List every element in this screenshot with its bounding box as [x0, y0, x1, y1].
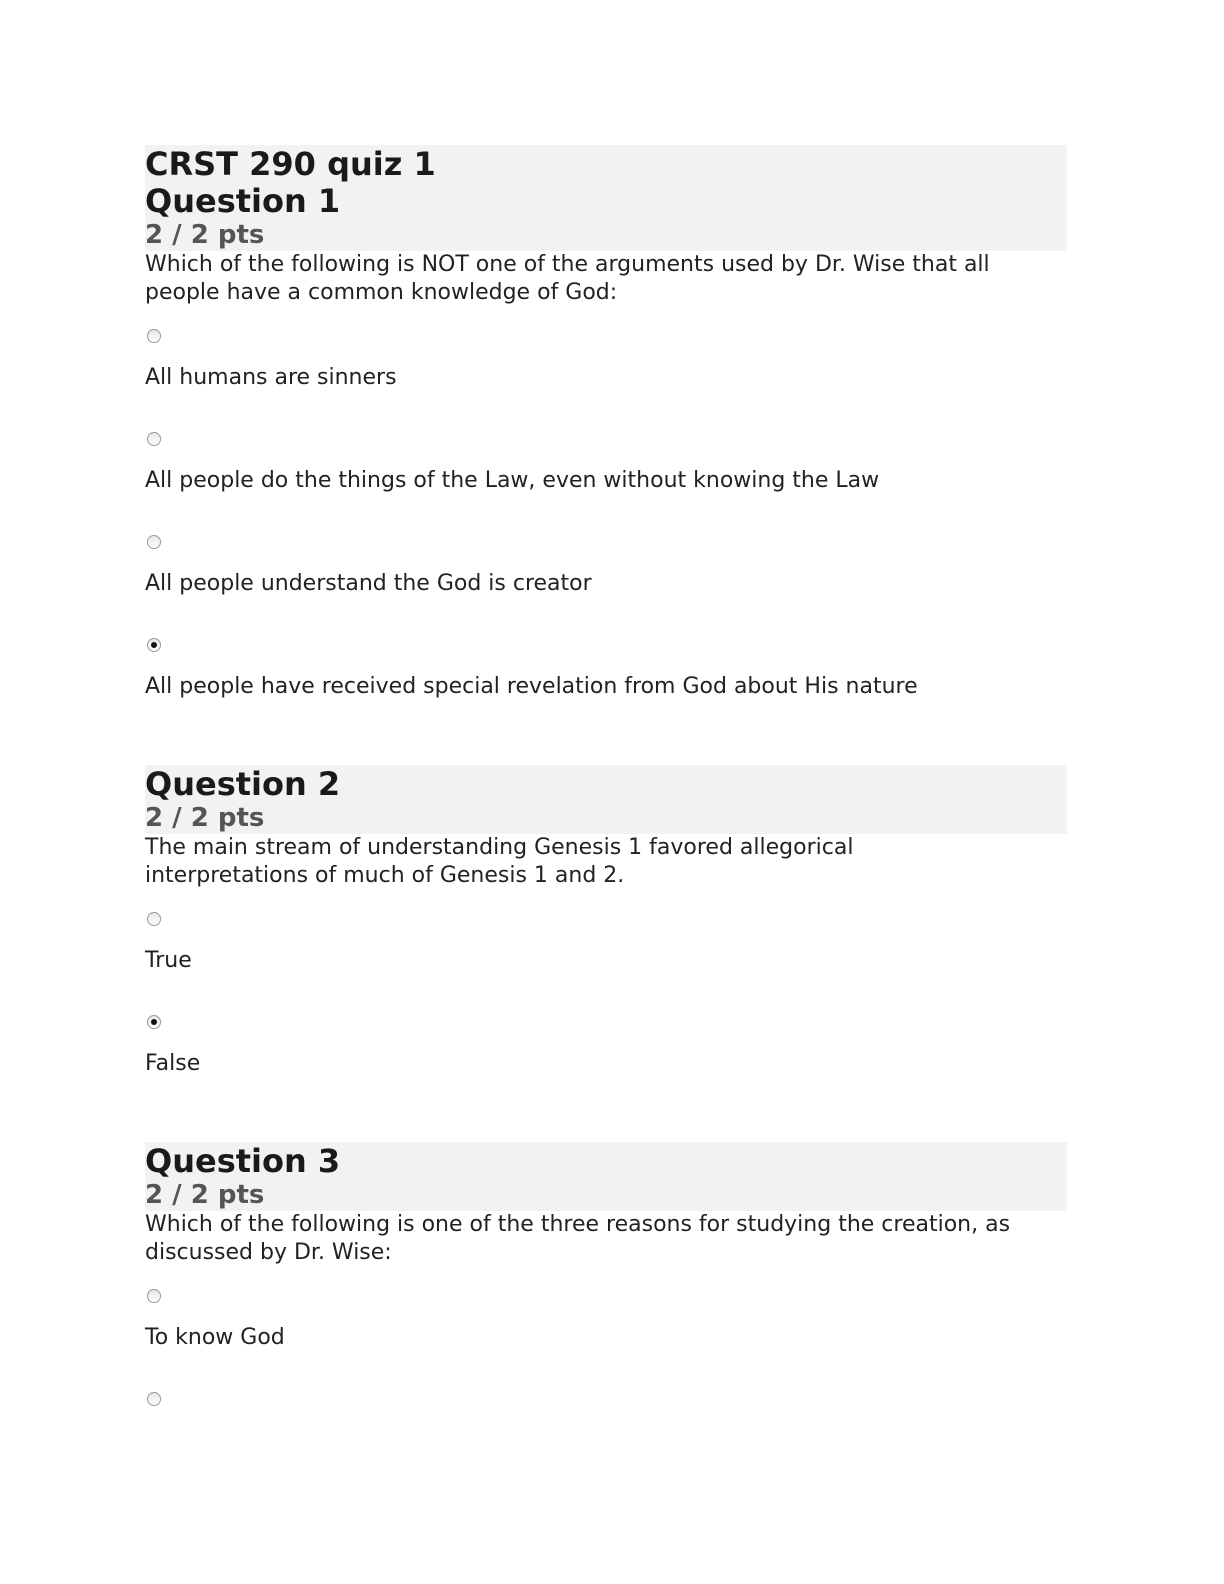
answer-option[interactable] [145, 426, 1067, 529]
question-2-header [145, 765, 1067, 834]
quiz-title: CRST 290 quiz 1 [145, 145, 436, 183]
answer-option[interactable] [145, 632, 1067, 735]
question-1-answers [145, 323, 1067, 735]
question-2 [145, 765, 1067, 1112]
answer-option[interactable] [145, 906, 1067, 1009]
question-1 [145, 145, 1067, 735]
radio-button[interactable] [147, 432, 161, 446]
question-2-title: Question 2 [145, 765, 341, 803]
answer-label: All people understand the God is creator [145, 571, 592, 596]
radio-button-selected[interactable] [147, 638, 161, 652]
answer-label: To know God [145, 1325, 285, 1350]
question-3 [145, 1142, 1067, 1489]
answer-option[interactable] [145, 1283, 1067, 1386]
question-1-text: Which of the following is NOT one of the arguments used by Dr. Wise that all people have a common knowledge of God: [145, 252, 990, 305]
question-3-text: Which of the following is one of the three reasons for studying the creation, as discussed by Dr. Wise: [145, 1212, 1011, 1265]
radio-button[interactable] [147, 1392, 161, 1406]
answer-option[interactable] [145, 323, 1067, 426]
question-1-title: Question 1 [145, 182, 341, 220]
radio-button[interactable] [147, 329, 161, 343]
answer-label: True [145, 948, 192, 973]
quiz-content [145, 145, 1067, 1350]
radio-button[interactable] [147, 535, 161, 549]
answer-label: False [145, 1051, 201, 1076]
question-2-text: The main stream of understanding Genesis 1 favored allegorical interpretations of much of Genesis 1 and 2. [145, 835, 854, 888]
question-2-answers [145, 906, 1067, 1112]
question-3-points: 2 / 2 pts [145, 1180, 265, 1210]
question-1-points: 2 / 2 pts [145, 220, 265, 250]
question-1-header [145, 145, 1067, 251]
question-3-answers [145, 1283, 1067, 1489]
answer-label: All humans are sinners [145, 365, 397, 390]
answer-option[interactable] [145, 529, 1067, 632]
answer-label: All people have received special revelation from God about His nature [145, 674, 918, 699]
radio-button[interactable] [147, 1289, 161, 1303]
answer-label: All people do the things of the Law, even without knowing the Law [145, 468, 880, 493]
radio-button[interactable] [147, 912, 161, 926]
question-3-title: Question 3 [145, 1142, 341, 1180]
answer-option[interactable] [145, 1009, 1067, 1112]
answer-option[interactable] [145, 1386, 1067, 1489]
question-2-points: 2 / 2 pts [145, 803, 265, 833]
question-3-header [145, 1142, 1067, 1211]
radio-button-selected[interactable] [147, 1015, 161, 1029]
